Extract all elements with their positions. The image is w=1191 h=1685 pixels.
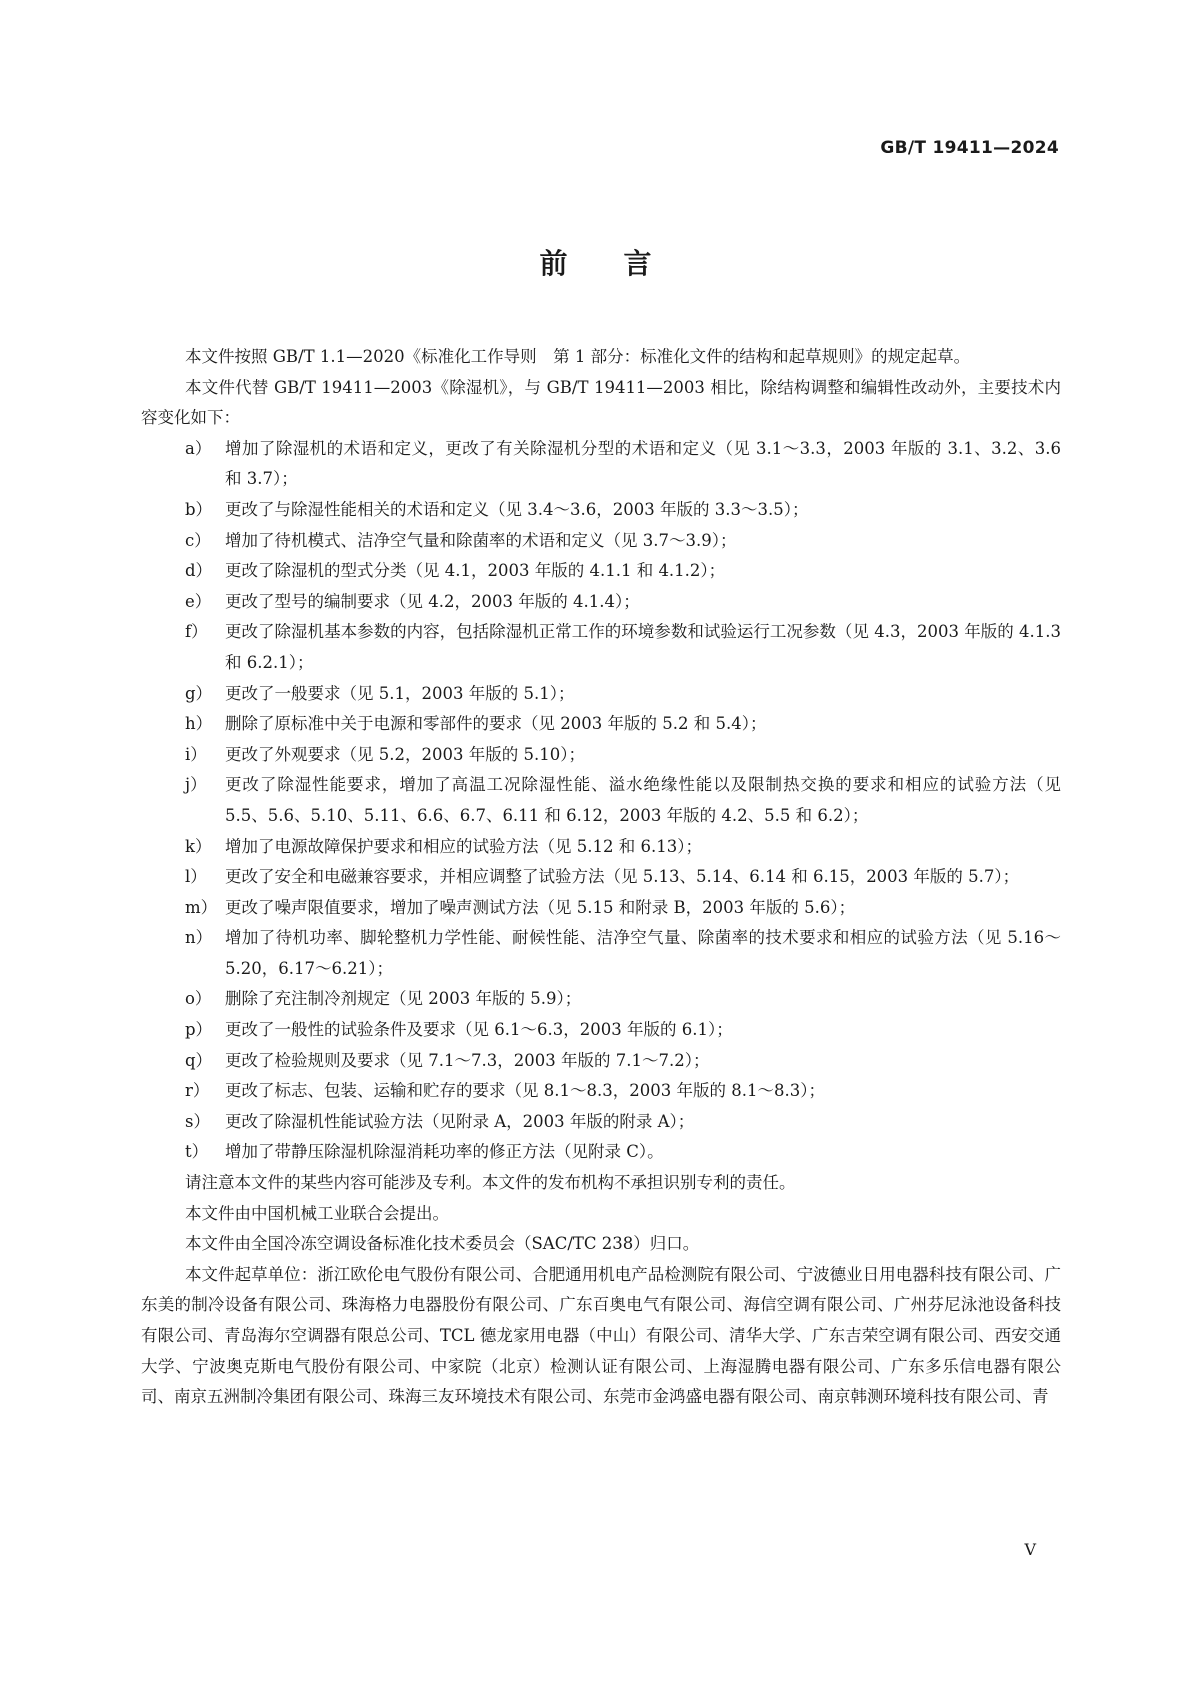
list-marker: e） (185, 591, 212, 611)
list-marker: i） (185, 744, 207, 764)
list-item (185, 434, 1061, 495)
list-item (185, 709, 1061, 740)
list-text: 增加了待机功率、脚轮整机力学性能、耐候性能、洁净空气量、除菌率的技术要求和相应的试验方法（见 5.16～5.20，6.17～6.21）； (225, 928, 1061, 978)
list-text: 更改了除湿机基本参数的内容，包括除湿机正常工作的环境参数和试验运行工况参数（见 4.3，2003 年版的 4.1.3 和 6.2.1）； (225, 622, 1061, 672)
list-text: 更改了除湿机的型式分类（见 4.1，2003 年版的 4.1.1 和 4.1.2）； (225, 561, 726, 581)
list-item (185, 740, 1061, 771)
list-item (185, 862, 1061, 893)
list-text: 增加了带静压除湿机除湿消耗功率的修正方法（见附录 C）。 (225, 1142, 664, 1162)
list-item (185, 1107, 1061, 1138)
paragraph: 本文件由全国冷冻空调设备标准化技术委员会（SAC/TC 238）归口。 (185, 1234, 700, 1254)
page-title: 前言 (539, 247, 708, 280)
list-item (185, 587, 1061, 618)
list-marker: o） (185, 989, 212, 1009)
paragraph: 本文件由中国机械工业联合会提出。 (185, 1203, 449, 1223)
list-marker: h） (185, 714, 213, 734)
paragraph: 本文件代替 GB/T 19411—2003《除湿机》，与 GB/T 19411—2003 相比，除结构调整和编辑性改动外，主要技术内容变化如下： (141, 377, 1061, 428)
list-marker: d） (185, 561, 213, 581)
list-item (185, 893, 1061, 924)
list-item (185, 923, 1061, 984)
list-text: 更改了一般要求（见 5.1，2003 年版的 5.1）； (225, 683, 575, 703)
list-text: 增加了电源故障保护要求和相应的试验方法（见 5.12 和 6.13）； (225, 836, 702, 856)
list-marker: p） (185, 1020, 213, 1040)
list-marker: t） (185, 1142, 209, 1162)
list-text: 更改了型号的编制要求（见 4.2，2003 年版的 4.1.4）； (225, 591, 640, 611)
list-marker: q） (185, 1050, 213, 1070)
list-text: 增加了待机模式、洁净空气量和除菌率的术语和定义（见 3.7～3.9）； (225, 530, 737, 550)
list-text: 更改了除湿性能要求，增加了高温工况除湿性能、溢水绝缘性能以及限制热交换的要求和相应的试验方法（见 5.5、5.6、5.10、5.11、6.6、6.7、6.11 和 6.12，2003 年版的 4.2、5.5 和 6.2）； (225, 775, 1061, 825)
list-marker: f） (185, 622, 208, 642)
list-item (185, 679, 1061, 710)
list-item (185, 770, 1061, 831)
list-item (185, 1137, 1061, 1168)
list-marker: c） (185, 530, 211, 550)
list-marker: m） (185, 897, 218, 917)
list-item (185, 617, 1061, 678)
list-text: 增加了除湿机的术语和定义，更改了有关除湿机分型的术语和定义（见 3.1～3.3，2003 年版的 3.1、3.2、3.6 和 3.7）； (225, 438, 1061, 489)
list-marker: l） (185, 867, 207, 887)
list-text: 更改了检验规则及要求（见 7.1～7.3，2003 年版的 7.1～7.2）； (225, 1050, 710, 1070)
list-marker: s） (185, 1111, 210, 1131)
list-item (185, 1046, 1061, 1077)
list-text: 更改了一般性的试验条件及要求（见 6.1～6.3，2003 年版的 6.1）； (225, 1020, 733, 1040)
list-text: 更改了除湿机性能试验方法（见附录 A，2003 年版的附录 A）； (225, 1111, 695, 1131)
list-marker: g） (185, 683, 213, 703)
paragraph: 本文件按照 GB/T 1.1—2020《标准化工作导则 第 1 部分：标准化文件的结构和起草规则》的规定起草。 (185, 347, 971, 366)
page-number: V (1024, 1540, 1036, 1559)
list-marker: b） (185, 499, 213, 519)
paragraph: 请注意本文件的某些内容可能涉及专利。本文件的发布机构不承担识别专利的责任。 (185, 1173, 796, 1193)
list-text: 更改了安全和电磁兼容要求，并相应调整了试验方法（见 5.13、5.14、6.14 和 6.15，2003 年版的 5.7）； (225, 867, 1020, 887)
list-text: 更改了外观要求（见 5.2，2003 年版的 5.10）； (225, 744, 585, 764)
list-text: 删除了充注制冷剂规定（见 2003 年版的 5.9）； (225, 989, 582, 1009)
list-item (185, 495, 1061, 526)
list-item (185, 556, 1061, 587)
list-marker: j） (185, 775, 207, 795)
list-item (185, 526, 1061, 557)
list-item (185, 1076, 1061, 1107)
document-body (141, 342, 1061, 1413)
list-marker: n） (185, 928, 213, 948)
list-text: 更改了标志、包装、运输和贮存的要求（见 8.1～8.3，2003 年版的 8.1～8.3）； (225, 1081, 825, 1101)
list-item (185, 1015, 1061, 1046)
change-list (141, 434, 1061, 1168)
list-item (185, 832, 1061, 863)
standard-code: GB/T 19411—2024 (880, 138, 1059, 158)
list-marker: k） (185, 836, 212, 856)
list-text: 删除了原标准中关于电源和零部件的要求（见 2003 年版的 5.2 和 5.4）； (225, 714, 767, 734)
list-text: 更改了与除湿性能相关的术语和定义（见 3.4～3.6，2003 年版的 3.3～3.5）； (225, 499, 809, 519)
list-item (185, 984, 1061, 1015)
list-marker: a） (185, 438, 212, 458)
paragraph: 本文件起草单位：浙江欧伦电气股份有限公司、合肥通用机电产品检测院有限公司、宁波德业日用电器科技有限公司、广东美的制冷设备有限公司、珠海格力电器股份有限公司、广东百奥电气有限公司、海信空调有限公司、广州芬尼泳池设备科技有限公司、青岛海尔空调器有限总公司、TCL 德龙家用电器（中山）有限公司、清华大学、广东吉荣空调有限公司、西安交通大学、宁波奥克斯电气股份有限公司、中家院（北京）检测认证有限公司、上海湿腾电器有限公司、广东多乐信电器有限公司、南京五洲制冷集团有限公司、珠海三友环境技术有限公司、东莞市金鸿盛电器有限公司、南京韩测环境科技有限公司、青 (141, 1264, 1061, 1407)
list-marker: r） (185, 1081, 210, 1101)
list-text: 更改了噪声限值要求，增加了噪声测试方法（见 5.15 和附录 B，2003 年版的 5.6）； (225, 897, 856, 917)
